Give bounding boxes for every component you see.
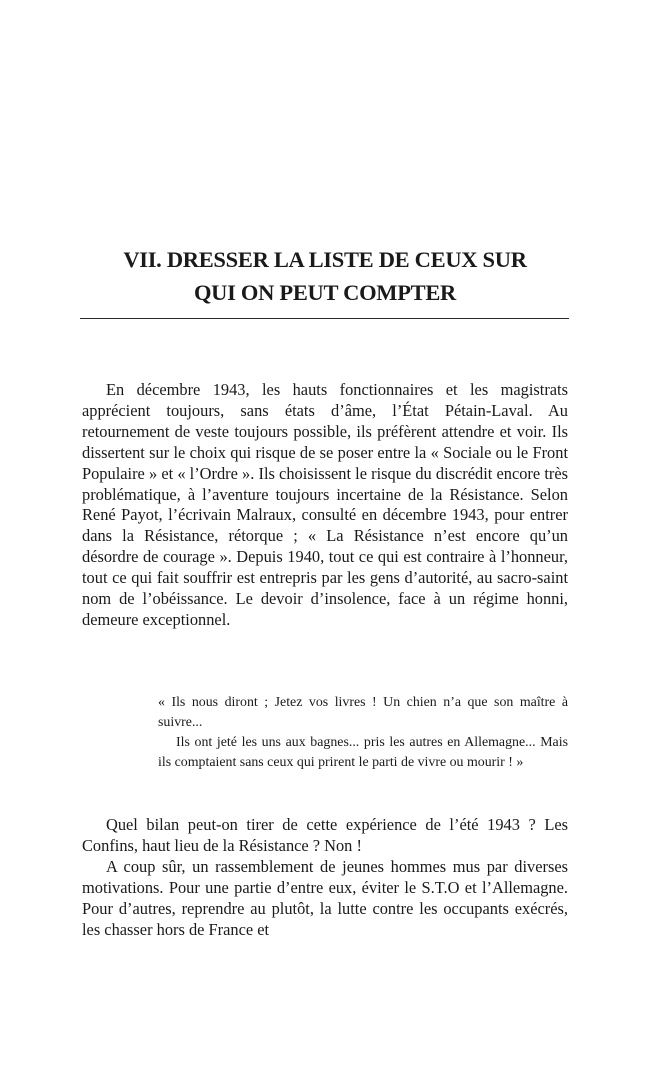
quote-line: Ils ont jeté les uns aux bagnes... pris les autres en Allemagne... Mais ils comptaient sans ceux qui prirent le parti de vivre ou mourir ! »: [158, 735, 568, 770]
closing-paragraph-block: [82, 815, 568, 940]
chapter-title: [80, 243, 570, 309]
quote-line: « Ils nous diront ; Jetez vos livres ! Un chien n’a que son maître à suivre...: [158, 695, 568, 730]
block-quote: [158, 693, 568, 773]
paragraph: A coup sûr, un rassemblement de jeunes hommes mus par diverses motivations. Pour une partie d’entre eux, éviter le S.T.O et l’Allemagne. Pour d’autres, reprendre au plutôt, la lutte contre les occupants exécrés, les chasser hors de France et: [82, 856, 568, 939]
title-divider: [80, 318, 569, 319]
paragraph: En décembre 1943, les hauts fonctionnaires et les magistrats apprécient toujours, sans états d’âme, l’État Pétain-Laval. Au retournement de veste toujours possible, ils préfèrent attendre et voir. Ils dissertent sur le choix qui risque de se poser entre la « Sociale ou le Front Populaire » et « l’Ordre ». Ils choisissent le risque du discrédit encore très problématique, à l’aventure toujours incertaine de la Résistance. Selon René Payot, l’écrivain Malraux, consulté en décembre 1943, pour entrer dans la Résistance, rétorque ; « La Résistance n’est encore qu’un désordre de courage ». Depuis 1940, tout ce qui est contraire à l’honneur, tout ce qui fait souffrir est entrepris par les gens d’autorité, au sacro-saint nom de l’obéissance. Le devoir d’insolence, face à un régime honni, demeure exceptionnel.: [82, 380, 568, 629]
paragraph: Quel bilan peut-on tirer de cette expérience de l’été 1943 ? Les Confins, haut lieu de la Résistance ? Non !: [82, 815, 568, 855]
chapter-title-line-2: QUI ON PEUT COMPTER: [193, 280, 457, 305]
opening-paragraph-block: [82, 380, 568, 631]
chapter-title-line-1: VII. DRESSER LA LISTE DE CEUX SUR: [123, 247, 527, 272]
